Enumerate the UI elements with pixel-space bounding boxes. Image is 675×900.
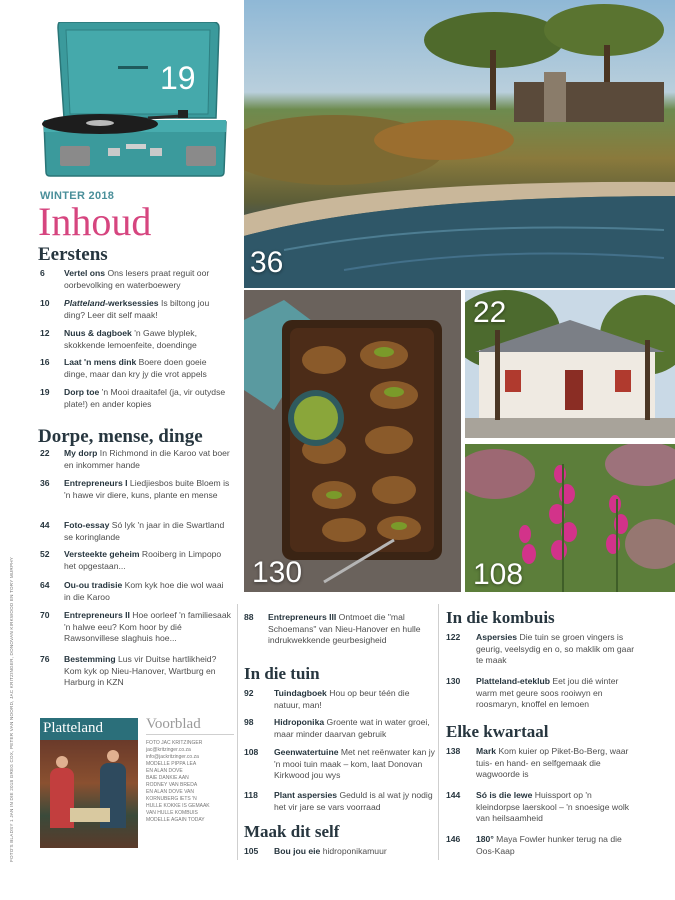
toc-entry[interactable] (40, 298, 232, 321)
entry-text (40, 580, 232, 603)
entry-description: Só lyk 'n jaar in die Swartland se koringlande (64, 520, 225, 542)
entry-title: Foto-essay (64, 520, 110, 530)
cover-credit-line: VAN HULLE KOMBUIS (146, 810, 198, 816)
entry-text (244, 747, 436, 782)
page-number: 92 (244, 688, 254, 698)
section-heading-tuin: In die tuin (244, 664, 320, 683)
cover-thumbnail[interactable] (40, 718, 138, 848)
entry-text (446, 676, 636, 711)
toc-entry[interactable] (244, 612, 434, 647)
cover-credit-line: info@jackritzinger.co.za (146, 754, 199, 760)
entry-description: Boere doen goeie dinge, maar dan kry jy die vrot appels (64, 357, 207, 379)
column-divider (438, 604, 439, 860)
cover-credit-line: MODELLE AGAIN TODAY (146, 817, 205, 823)
food-illustration (244, 290, 461, 592)
page-number: 130 (446, 676, 461, 686)
page-number: 52 (40, 549, 50, 559)
toc-entry[interactable] (40, 387, 232, 410)
entry-description: Met net reënwater kan jy 'n mooi tuin maak – kom, laat Donovan Kirkwood jou wys (274, 747, 435, 781)
page-number: 6 (40, 268, 45, 278)
toc-entry[interactable] (446, 746, 636, 781)
entry-text (244, 717, 436, 740)
toc-entry[interactable] (446, 834, 636, 857)
entry-title: Só is die lewe (476, 790, 533, 800)
page-number: 22 (40, 448, 50, 458)
photo-credits-text: FOTO'S BLADSY 1 JAN IN DIE 2018 GREG COX, PETER VAN NOORD, JAC KRITZINGER, DONOVAN KIRKWOOD EN TORY MURPHY (9, 557, 14, 862)
page-number: 105 (244, 846, 259, 856)
section-heading-dorpe: Dorpe, mense, dinge (38, 426, 203, 447)
cover-credit-line: MODELLE PIPPA LEA (146, 761, 197, 767)
section-heading-kombuis: In die kombuis (446, 608, 555, 627)
toc-entry[interactable] (40, 268, 232, 291)
entry-title: Plant aspersies (274, 790, 338, 800)
toc-entry[interactable] (446, 632, 636, 667)
entry-title: -werksessies (105, 298, 159, 308)
entry-title: My dorp (64, 448, 98, 458)
cover-credit-line: jac@kritzinger.co.za (146, 747, 191, 753)
entry-text (446, 632, 636, 667)
photo-page-number: 22 (473, 296, 507, 329)
entry-description: Lus vir Duitse hartlikheid? Kom kyk op Nieu-Hanover, Wartburg en Harburg in KZN (64, 654, 217, 688)
entry-description: 'n Gawe blyplek, skokkende lemoenfeite, doendinge (64, 328, 197, 350)
entry-title: Ou-ou tradisie (64, 580, 123, 590)
entry-title: Entrepreneurs II (64, 610, 130, 620)
entry-description: hidroponikamuur (320, 846, 387, 856)
photo-flowers[interactable] (465, 444, 675, 592)
entry-description: Huissport op 'n kleindorpse laerskool – 'n snoesige wolk van heilsaamheid (476, 790, 630, 824)
entry-description: Maya Fowler hunker terug na die Oos-Kaap (476, 834, 622, 856)
entry-title: Dorp toe (64, 387, 100, 397)
entry-description: Geduld is al wat jy nodig het vir jare se vars voorraad (274, 790, 433, 812)
entry-description: Die tuin se groen vingers is geurig, veelsydig en o, so maklik om gaar te maak (476, 632, 635, 666)
entry-text (446, 834, 636, 857)
entry-description: 'n Mooi draaitafel (ja, vir outydse plate!) en ander kopies (64, 387, 226, 409)
entry-description: Is biltong jou ding? Leer dit self maak! (64, 298, 210, 320)
cover-masthead: Platteland (43, 720, 103, 736)
page-number: 36 (40, 478, 50, 488)
section-heading-eerstens: Eerstens (38, 244, 108, 265)
page-number: 10 (40, 298, 50, 308)
pool-illustration (244, 0, 675, 288)
entry-description: Rooiberg in Limpopo het opgestaan... (64, 549, 222, 571)
entry-title: Geenwatertuine (274, 747, 339, 757)
photo-pool[interactable] (244, 0, 675, 288)
entry-title: Versteekte geheim (64, 549, 140, 559)
entry-text (40, 654, 232, 689)
season-label: WINTER 2018 (40, 190, 115, 202)
photo-credits (9, 557, 24, 862)
entry-text (40, 448, 232, 471)
section-heading-kwartaal: Elke kwartaal (446, 722, 549, 741)
page-number: 88 (244, 612, 254, 622)
page-number: 144 (446, 790, 461, 800)
entry-title: Entrepreneurs III (268, 612, 337, 622)
entry-description: Hoe oorleef 'n familiesaak 'n halwe eeu? Kom hoor by dié Rawsonvillese slaghuis hoe... (64, 610, 231, 644)
entry-title: Hidroponika (274, 717, 325, 727)
entry-text (244, 688, 436, 711)
entry-description: Liedjiesbos buite Bloem is 'n hawe vir diere, kuns, plante en mense (64, 478, 230, 500)
entry-text (40, 387, 232, 410)
photo-page-number: 130 (252, 556, 303, 589)
entry-title-italic: Platteland (64, 298, 106, 308)
entry-title: Nuus & dagboek (64, 328, 132, 338)
photo-house[interactable] (465, 290, 675, 438)
cover-credit-line: FOTO JAC KRITZINGER (146, 740, 203, 746)
cover-credit-line: KORNUBERG IETS 'N (146, 796, 197, 802)
toc-entry[interactable] (244, 717, 436, 740)
toc-entry[interactable] (244, 790, 436, 813)
entry-text (40, 549, 232, 572)
cover-heading: Voorblad (146, 716, 201, 732)
entry-description: Groente wat in water groei, maar minder daarvan gebruik (274, 717, 430, 739)
entry-text (40, 357, 232, 380)
page-number: 118 (244, 790, 258, 800)
entry-text (446, 746, 636, 781)
entry-title: Platteland-eteklub (476, 676, 551, 686)
entry-text (244, 846, 436, 858)
entry-title: Aspersies (476, 632, 518, 642)
page-number: 98 (244, 717, 254, 727)
toc-entry[interactable] (244, 846, 436, 858)
page-title: Inhoud (38, 199, 152, 244)
toc-entry[interactable] (40, 610, 232, 645)
page-number: 70 (40, 610, 50, 620)
page-number: 146 (446, 834, 461, 844)
cover-credit-line: EN ALAN DOVE VAN (146, 789, 194, 795)
toc-entry[interactable] (40, 520, 232, 543)
toc-entry[interactable] (40, 549, 232, 572)
entry-text (40, 298, 232, 321)
page-number: 122 (446, 632, 461, 642)
entry-text (40, 268, 232, 291)
entry-title: 180° (476, 834, 494, 844)
toc-entry[interactable] (244, 688, 436, 711)
entry-text (40, 520, 232, 543)
toc-entry[interactable] (40, 328, 232, 351)
entry-title: Bou jou eie (274, 846, 321, 856)
entry-title: Bestemming (64, 654, 116, 664)
page-number: 16 (40, 357, 50, 367)
entry-title: Tuindagboek (274, 688, 327, 698)
entry-text (244, 612, 434, 647)
entry-title: Mark (476, 746, 497, 756)
cover-credit-line: HULLE KOKKE IS GEMAAK (146, 803, 210, 809)
issue-number: 19 (160, 60, 196, 96)
entry-description: Ontmoet die "mal Schoemans" van Nieu-Hanover en hulle indrukwekkende geurbesigheid (268, 612, 421, 646)
toc-entry[interactable] (446, 676, 636, 711)
entry-description: Kom kyk hoe die wol waai in die Karoo (64, 580, 224, 602)
entry-text (40, 610, 232, 645)
entry-description: Eet jou dié winter warm met geure soos rooiwyn en roosmaryn, knoffel en lemoen (476, 676, 619, 710)
page-number: 12 (40, 328, 50, 338)
entry-title: Vertel ons (64, 268, 106, 278)
photo-page-number: 36 (250, 246, 284, 279)
cover-credit-line: BAIE DANKIE AAN (146, 775, 189, 781)
page-number: 108 (244, 747, 259, 757)
toc-entry[interactable] (40, 654, 232, 689)
toc-entry[interactable] (40, 478, 232, 501)
cover-divider (146, 734, 234, 735)
entry-description: Ons lesers praat reguit oor oorbevolking en waterboewery (64, 268, 210, 290)
entry-description: Hou op beur téén die natuur, man! (274, 688, 410, 710)
record-player-image (38, 22, 230, 182)
entry-description: In Richmond in die Karoo vat boer en inkommer hande (64, 448, 230, 470)
entry-title: Laat 'n mens dink (64, 357, 137, 367)
toc-entry[interactable] (40, 448, 232, 471)
section-heading-maak: Maak dit self (244, 822, 340, 841)
cover-credit-line: EN ALAN DOVE (146, 768, 183, 774)
toc-entry[interactable] (40, 357, 232, 380)
entry-title: Entrepreneurs I (64, 478, 128, 488)
page-number: 138 (446, 746, 461, 756)
photo-food[interactable] (244, 290, 461, 592)
page-number: 19 (40, 387, 50, 397)
toc-entry[interactable] (40, 580, 232, 603)
toc-entry[interactable] (244, 747, 436, 782)
page-number: 76 (40, 654, 50, 664)
entry-text (40, 478, 232, 501)
photo-page-number: 108 (473, 558, 524, 591)
cover-credit-line: RODNEY VAN BREDA (146, 782, 198, 788)
toc-entry[interactable] (446, 790, 636, 825)
entry-text (244, 790, 436, 813)
page-number: 44 (40, 520, 50, 530)
entry-description: Kom kuier op Piket-Bo-Berg, waar tuis- en hand- en selfgemaak die wagwoorde is (476, 746, 629, 780)
page-number: 64 (40, 580, 50, 590)
entry-text (40, 328, 232, 351)
entry-text (446, 790, 636, 825)
